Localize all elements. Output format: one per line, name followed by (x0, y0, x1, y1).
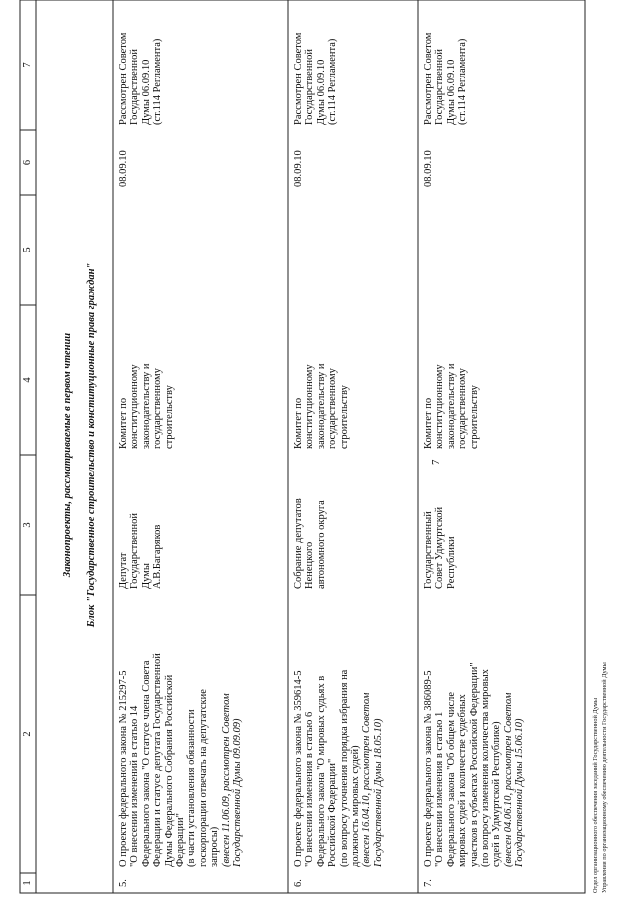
status: Рассмотрен Советом Государственной Думы 06.09.10 (ст.114 Регламента) (423, 32, 469, 125)
footer: Отдел организационного обеспечения заседаний Государственной Думы Управления по организационному обеспечению деятельности Государственной Думы (592, 662, 608, 893)
bill-note: Государственной Думы 15.06.10) (514, 718, 526, 867)
bill-title: О проекте федерального закона № 359614-5 "О внесении изменения в статью 6 Федерального закона "О мировых судьях в Российской Федерации" (по вопросу уточнения порядка избрания на должность мировых судей) (внесен 16.04.10, рассмотрен Советом Государственной Думы 18.05.10) (293, 669, 384, 867)
committee: Комитет по конституционному законодательству и государственному строительству (118, 363, 175, 449)
col-header-2: 2 (22, 731, 33, 737)
bill-note: (внесен 04.06.10, рассмотрен Советом (502, 692, 514, 867)
page-number: 7 (430, 459, 442, 465)
status: Рассмотрен Советом Государственной Думы 06.09.10 (ст.114 Регламента) (118, 32, 164, 125)
status: Рассмотрен Советом Государственной Думы 06.09.10 (ст.114 Регламента) (293, 32, 339, 125)
bill-title: О проекте федерального закона № 215297-5 "О внесении изменений в статью 14 Федерального закона "О статусе члена Совета Федерации и статусе депутата Государственной Думы Федерального Собрания Российской Федерации" (в части установления обязанности госкорпорации отвечать на депутатские запросы) (внесен 11.06.09, рассмотрен Советом Государственной Думы 09.09.09) (118, 653, 244, 867)
date: 08.09.10 (423, 150, 434, 187)
row-number: 7. (423, 879, 434, 887)
initiator: Собрание депутатов Ненецкого автономного округа (293, 498, 327, 589)
date: 08.09.10 (118, 150, 129, 187)
initiator: Депутат Государственной Думы А.В.Багаряков (118, 513, 164, 589)
committee: Комитет по конституционному законодательству и государственному строительству (293, 363, 350, 449)
row-number: 5. (118, 879, 129, 887)
col-header-7: 7 (22, 62, 33, 68)
col-header-3: 3 (22, 522, 33, 528)
bill-title: О проекте федерального закона № 386089-5 "О внесении изменения в статью 1 Федерального закона "Об общем числе мировых судей и количестве судебных участков в субъектах Российской Федерации" (по вопросу изменения количества мировых судей в Удмуртской Республике) (внесен 04.06.10, рассмотрен Советом Государственной Думы 15.06.10) (423, 662, 526, 867)
bill-note: (внесен 16.04.10, рассмотрен Советом (361, 692, 373, 867)
initiator: Государственный Совет Удмуртской Республики (423, 506, 457, 589)
col-header-4: 4 (22, 377, 33, 383)
section-heading: Законопроекты, рассматриваемые в первом чтении (62, 332, 73, 578)
col-header-5: 5 (22, 247, 33, 253)
row-number: 6. (293, 879, 304, 887)
block-heading: Блок "Государственное строительство и конституционные права граждан" (86, 262, 97, 628)
bill-note: (внесен 11.06.09, рассмотрен Советом (220, 693, 232, 867)
date: 08.09.10 (293, 150, 304, 187)
bill-note: Государственной Думы 09.09.09) (232, 718, 244, 867)
committee: Комитет по конституционному законодательству и государственному строительству (423, 363, 480, 449)
bill-note: Государственной Думы 18.05.10) (372, 718, 384, 867)
col-header-6: 6 (22, 159, 33, 166)
col-header-1: 1 (22, 880, 33, 886)
